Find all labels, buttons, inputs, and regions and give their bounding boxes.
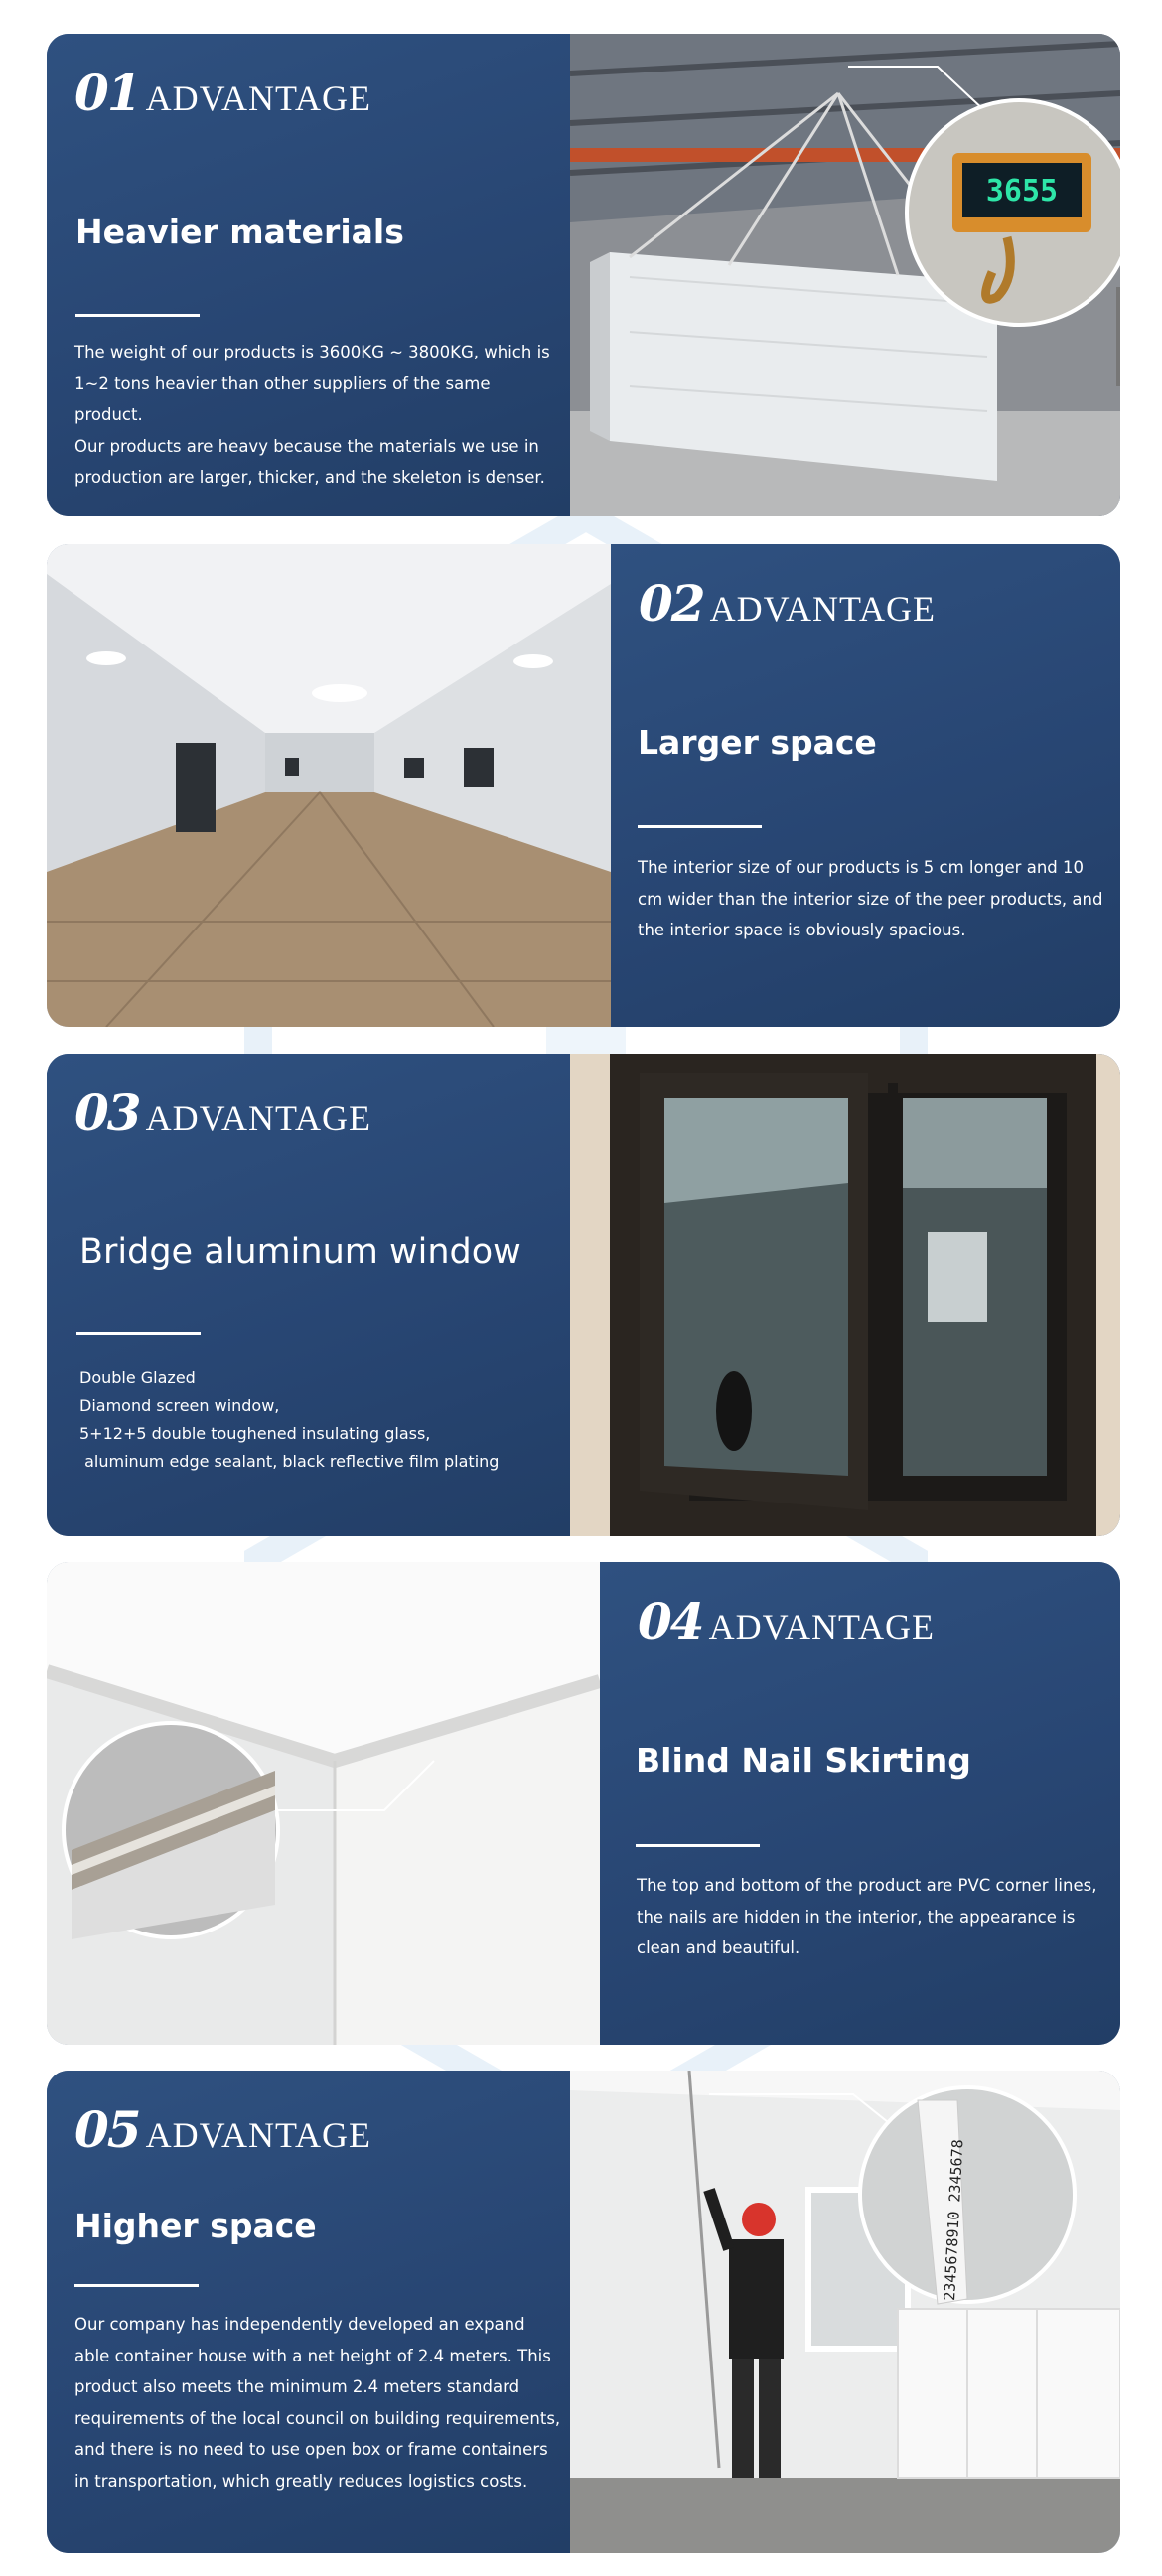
advantage-word: ADVANTAGE (145, 2115, 372, 2155)
feature-list (79, 1364, 556, 1476)
feature-line: 5+12+5 double toughened insulating glass, (79, 1424, 431, 1443)
advantage-word: ADVANTAGE (145, 78, 372, 118)
advantage-word: ADVANTAGE (145, 1098, 372, 1138)
advantage-card-heavier-materials (47, 34, 1120, 516)
section-title: Blind Nail Skirting (636, 1741, 971, 1780)
feature-line: aluminum edge sealant, black reflective film plating (79, 1452, 500, 1471)
crane-scale-photo (570, 34, 1120, 516)
scale-reading: 3655 (985, 174, 1059, 209)
section-title: Heavier materials (75, 213, 404, 251)
window-photo (570, 1054, 1120, 1536)
advantage-heading (74, 64, 371, 122)
advantage-number: 03 (74, 1083, 140, 1142)
advantage-number: 04 (638, 1592, 703, 1650)
advantage-heading (74, 1083, 371, 1142)
advantage-number: 05 (74, 2100, 140, 2159)
description-paragraph: The interior size of our products is 5 cm longer and 10 cm wider than the interior size of the peer products, and the interior space is obviously spacious. (638, 858, 1103, 939)
description-paragraph: The top and bottom of the product are PVC corner lines, the nails are hidden in the interior, the appearance is clean and beautiful. (637, 1876, 1097, 1957)
advantage-heading (639, 574, 936, 633)
advantage-word: ADVANTAGE (708, 1607, 936, 1646)
advantage-number: 01 (74, 64, 140, 122)
advantage-card-blind-nail-skirting (47, 1562, 1120, 2045)
interior-room-photo (47, 544, 611, 1027)
advantage-heading (638, 1592, 935, 1650)
section-description (74, 337, 551, 494)
feature-line: Diamond screen window, (79, 1396, 280, 1415)
advantage-number: 02 (639, 574, 704, 633)
advantage-word: ADVANTAGE (709, 589, 937, 629)
title-divider (75, 314, 200, 317)
title-divider (76, 1332, 201, 1335)
text-panel (47, 1054, 570, 1536)
feature-line: Double Glazed (79, 1368, 196, 1387)
advantage-card-bridge-aluminum-window (47, 1054, 1120, 1536)
advantage-heading (74, 2100, 371, 2159)
section-title: Higher space (74, 2207, 317, 2245)
height-measurement-photo (570, 2071, 1120, 2553)
description-paragraph: The weight of our products is 3600KG ~ 3800KG, which is 1~2 tons heavier than other suppliers of the same product. (74, 343, 550, 424)
title-divider (636, 1844, 760, 1847)
tape-measure-markings: 2345678910 2345678 (941, 2138, 967, 2302)
advantage-card-higher-space (47, 2071, 1120, 2553)
section-description (638, 852, 1104, 946)
advantage-card-larger-space (47, 544, 1120, 1027)
description-paragraph: Our products are heavy because the materials we use in production are larger, thicker, and the skeleton is denser. (74, 436, 545, 487)
text-panel (611, 544, 1120, 1027)
text-panel (47, 2071, 570, 2553)
title-divider (638, 825, 762, 828)
description-paragraph: Our company has independently developed an expand able container house with a net height of 2.4 meters. This product also meets the minimum 2.4 meters standard requirements of the local council on building requirements, and there is no need to use open box or frame containers in transportation, which greatly reduces logistics costs. (74, 2315, 561, 2491)
section-title: Larger space (638, 723, 877, 762)
section-description (74, 2309, 561, 2497)
text-panel (47, 34, 570, 516)
title-divider (74, 2284, 199, 2287)
section-description (637, 1870, 1103, 1964)
text-panel (600, 1562, 1120, 2045)
section-title: Bridge aluminum window (79, 1232, 521, 1272)
skirting-corner-photo (47, 1562, 600, 2045)
